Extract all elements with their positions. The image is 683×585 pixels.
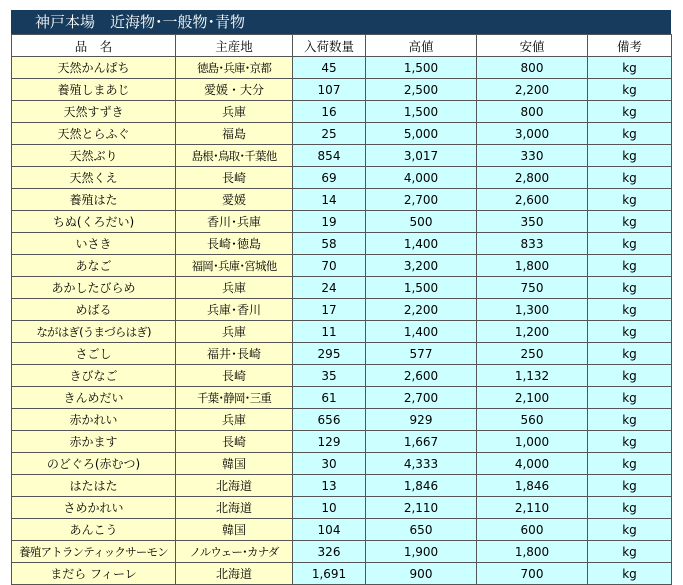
cell-quantity: 35 xyxy=(293,365,366,387)
cell-product-name: のどぐろ(赤むつ) xyxy=(12,453,176,475)
cell-remarks: kg xyxy=(588,299,672,321)
cell-quantity: 30 xyxy=(293,453,366,475)
column-header-quantity: 入荷数量 xyxy=(293,35,366,57)
sheet-title: 神戸本場 近海物･一般物･青物 xyxy=(11,10,671,34)
cell-origin: 長崎 xyxy=(176,431,293,453)
cell-high-price: 1,846 xyxy=(366,475,477,497)
cell-remarks: kg xyxy=(588,365,672,387)
cell-remarks: kg xyxy=(588,233,672,255)
cell-quantity: 326 xyxy=(293,541,366,563)
cell-quantity: 14 xyxy=(293,189,366,211)
cell-remarks: kg xyxy=(588,167,672,189)
cell-product-name: あかしたびらめ xyxy=(12,277,176,299)
cell-low-price: 1,800 xyxy=(477,541,588,563)
cell-high-price: 4,333 xyxy=(366,453,477,475)
cell-product-name: きびなご xyxy=(12,365,176,387)
cell-high-price: 2,200 xyxy=(366,299,477,321)
cell-remarks: kg xyxy=(588,343,672,365)
cell-origin: 福岡･兵庫･宮城他 xyxy=(176,255,293,277)
cell-product-name: まだら フィーレ xyxy=(12,563,176,585)
cell-high-price: 1,667 xyxy=(366,431,477,453)
cell-remarks: kg xyxy=(588,255,672,277)
cell-origin: ノルウェー･カナダ xyxy=(176,541,293,563)
cell-product-name: 赤かます xyxy=(12,431,176,453)
cell-high-price: 929 xyxy=(366,409,477,431)
cell-remarks: kg xyxy=(588,541,672,563)
cell-quantity: 129 xyxy=(293,431,366,453)
cell-origin: 北海道 xyxy=(176,475,293,497)
header-row xyxy=(12,35,672,57)
cell-product-name: 養殖はた xyxy=(12,189,176,211)
cell-high-price: 650 xyxy=(366,519,477,541)
cell-high-price: 3,017 xyxy=(366,145,477,167)
cell-low-price: 1,300 xyxy=(477,299,588,321)
cell-product-name: 天然すずき xyxy=(12,101,176,123)
cell-quantity: 25 xyxy=(293,123,366,145)
column-header-low-price: 安値 xyxy=(477,35,588,57)
cell-high-price: 1,900 xyxy=(366,541,477,563)
cell-low-price: 1,800 xyxy=(477,255,588,277)
table-row xyxy=(12,453,672,475)
cell-product-name: めばる xyxy=(12,299,176,321)
cell-quantity: 61 xyxy=(293,387,366,409)
cell-origin: 長崎 xyxy=(176,365,293,387)
cell-remarks: kg xyxy=(588,409,672,431)
price-table xyxy=(11,34,672,585)
table-row xyxy=(12,475,672,497)
cell-product-name: きんめだい xyxy=(12,387,176,409)
cell-low-price: 1,200 xyxy=(477,321,588,343)
cell-low-price: 4,000 xyxy=(477,453,588,475)
cell-high-price: 900 xyxy=(366,563,477,585)
cell-high-price: 1,400 xyxy=(366,233,477,255)
cell-quantity: 854 xyxy=(293,145,366,167)
cell-quantity: 104 xyxy=(293,519,366,541)
table-row xyxy=(12,299,672,321)
cell-low-price: 800 xyxy=(477,101,588,123)
table-row xyxy=(12,387,672,409)
column-header-remarks: 備考 xyxy=(588,35,672,57)
cell-high-price: 4,000 xyxy=(366,167,477,189)
cell-high-price: 2,600 xyxy=(366,365,477,387)
cell-high-price: 2,700 xyxy=(366,189,477,211)
cell-remarks: kg xyxy=(588,497,672,519)
cell-quantity: 13 xyxy=(293,475,366,497)
cell-product-name: はたはた xyxy=(12,475,176,497)
cell-low-price: 2,110 xyxy=(477,497,588,519)
cell-remarks: kg xyxy=(588,563,672,585)
cell-origin: 兵庫 xyxy=(176,409,293,431)
price-sheet xyxy=(11,10,671,585)
cell-high-price: 1,500 xyxy=(366,57,477,79)
cell-product-name: 天然くえ xyxy=(12,167,176,189)
cell-product-name: あなご xyxy=(12,255,176,277)
cell-origin: 兵庫 xyxy=(176,101,293,123)
cell-low-price: 833 xyxy=(477,233,588,255)
cell-origin: 千葉･静岡･三重 xyxy=(176,387,293,409)
cell-product-name: 天然とらふぐ xyxy=(12,123,176,145)
table-row xyxy=(12,57,672,79)
column-header-high-price: 高値 xyxy=(366,35,477,57)
cell-low-price: 3,000 xyxy=(477,123,588,145)
cell-high-price: 2,500 xyxy=(366,79,477,101)
cell-remarks: kg xyxy=(588,79,672,101)
cell-high-price: 2,110 xyxy=(366,497,477,519)
cell-quantity: 107 xyxy=(293,79,366,101)
cell-origin: 韓国 xyxy=(176,519,293,541)
cell-high-price: 1,500 xyxy=(366,277,477,299)
cell-quantity: 295 xyxy=(293,343,366,365)
cell-product-name: ちぬ(くろだい) xyxy=(12,211,176,233)
table-row xyxy=(12,321,672,343)
cell-high-price: 3,200 xyxy=(366,255,477,277)
cell-low-price: 2,800 xyxy=(477,167,588,189)
table-row xyxy=(12,211,672,233)
cell-low-price: 700 xyxy=(477,563,588,585)
cell-quantity: 1,691 xyxy=(293,563,366,585)
table-row xyxy=(12,409,672,431)
cell-remarks: kg xyxy=(588,101,672,123)
cell-low-price: 2,600 xyxy=(477,189,588,211)
cell-remarks: kg xyxy=(588,145,672,167)
cell-low-price: 600 xyxy=(477,519,588,541)
cell-product-name: 養殖アトランティックサーモン xyxy=(12,541,176,563)
cell-low-price: 1,000 xyxy=(477,431,588,453)
cell-origin: 島根･鳥取･千葉他 xyxy=(176,145,293,167)
cell-quantity: 16 xyxy=(293,101,366,123)
cell-origin: 福島 xyxy=(176,123,293,145)
cell-high-price: 1,500 xyxy=(366,101,477,123)
table-row xyxy=(12,519,672,541)
cell-remarks: kg xyxy=(588,189,672,211)
cell-low-price: 2,200 xyxy=(477,79,588,101)
cell-origin: 兵庫 xyxy=(176,321,293,343)
cell-origin: 兵庫･香川 xyxy=(176,299,293,321)
cell-product-name: あんこう xyxy=(12,519,176,541)
table-row xyxy=(12,365,672,387)
cell-remarks: kg xyxy=(588,475,672,497)
cell-quantity: 17 xyxy=(293,299,366,321)
cell-product-name: 天然かんぱち xyxy=(12,57,176,79)
cell-product-name: さめかれい xyxy=(12,497,176,519)
table-body xyxy=(12,57,672,585)
cell-product-name: いさき xyxy=(12,233,176,255)
cell-low-price: 330 xyxy=(477,145,588,167)
cell-low-price: 1,132 xyxy=(477,365,588,387)
table-row xyxy=(12,101,672,123)
cell-low-price: 560 xyxy=(477,409,588,431)
cell-low-price: 1,846 xyxy=(477,475,588,497)
cell-quantity: 24 xyxy=(293,277,366,299)
table-row xyxy=(12,167,672,189)
cell-low-price: 350 xyxy=(477,211,588,233)
table-row xyxy=(12,255,672,277)
table-row xyxy=(12,497,672,519)
table-row xyxy=(12,431,672,453)
cell-remarks: kg xyxy=(588,211,672,233)
cell-remarks: kg xyxy=(588,387,672,409)
cell-remarks: kg xyxy=(588,57,672,79)
table-row xyxy=(12,79,672,101)
cell-low-price: 750 xyxy=(477,277,588,299)
table-row xyxy=(12,343,672,365)
cell-quantity: 45 xyxy=(293,57,366,79)
cell-origin: 長崎 xyxy=(176,167,293,189)
cell-low-price: 2,100 xyxy=(477,387,588,409)
cell-low-price: 250 xyxy=(477,343,588,365)
cell-origin: 長崎･徳島 xyxy=(176,233,293,255)
table-row xyxy=(12,233,672,255)
table-row xyxy=(12,189,672,211)
cell-high-price: 1,400 xyxy=(366,321,477,343)
table-row xyxy=(12,277,672,299)
table-row xyxy=(12,145,672,167)
cell-origin: 北海道 xyxy=(176,497,293,519)
cell-product-name: ながはぎ(うまづらはぎ) xyxy=(12,321,176,343)
cell-remarks: kg xyxy=(588,453,672,475)
cell-product-name: 養殖しまあじ xyxy=(12,79,176,101)
cell-quantity: 656 xyxy=(293,409,366,431)
cell-high-price: 2,700 xyxy=(366,387,477,409)
cell-remarks: kg xyxy=(588,519,672,541)
cell-quantity: 70 xyxy=(293,255,366,277)
cell-origin: 北海道 xyxy=(176,563,293,585)
table-row xyxy=(12,563,672,585)
column-header-name: 品 名 xyxy=(12,35,176,57)
cell-quantity: 69 xyxy=(293,167,366,189)
cell-low-price: 800 xyxy=(477,57,588,79)
cell-product-name: 天然ぶり xyxy=(12,145,176,167)
cell-high-price: 5,000 xyxy=(366,123,477,145)
cell-quantity: 58 xyxy=(293,233,366,255)
cell-product-name: 赤かれい xyxy=(12,409,176,431)
cell-remarks: kg xyxy=(588,123,672,145)
cell-origin: 兵庫 xyxy=(176,277,293,299)
cell-quantity: 10 xyxy=(293,497,366,519)
cell-origin: 香川･兵庫 xyxy=(176,211,293,233)
column-header-origin: 主産地 xyxy=(176,35,293,57)
cell-remarks: kg xyxy=(588,431,672,453)
cell-high-price: 577 xyxy=(366,343,477,365)
cell-remarks: kg xyxy=(588,277,672,299)
table-row xyxy=(12,541,672,563)
table-row xyxy=(12,123,672,145)
cell-remarks: kg xyxy=(588,321,672,343)
cell-high-price: 500 xyxy=(366,211,477,233)
cell-origin: 韓国 xyxy=(176,453,293,475)
cell-origin: 愛媛 xyxy=(176,189,293,211)
cell-origin: 愛媛・大分 xyxy=(176,79,293,101)
cell-origin: 徳島･兵庫･京都 xyxy=(176,57,293,79)
cell-origin: 福井･長崎 xyxy=(176,343,293,365)
cell-quantity: 19 xyxy=(293,211,366,233)
cell-product-name: さごし xyxy=(12,343,176,365)
cell-quantity: 11 xyxy=(293,321,366,343)
